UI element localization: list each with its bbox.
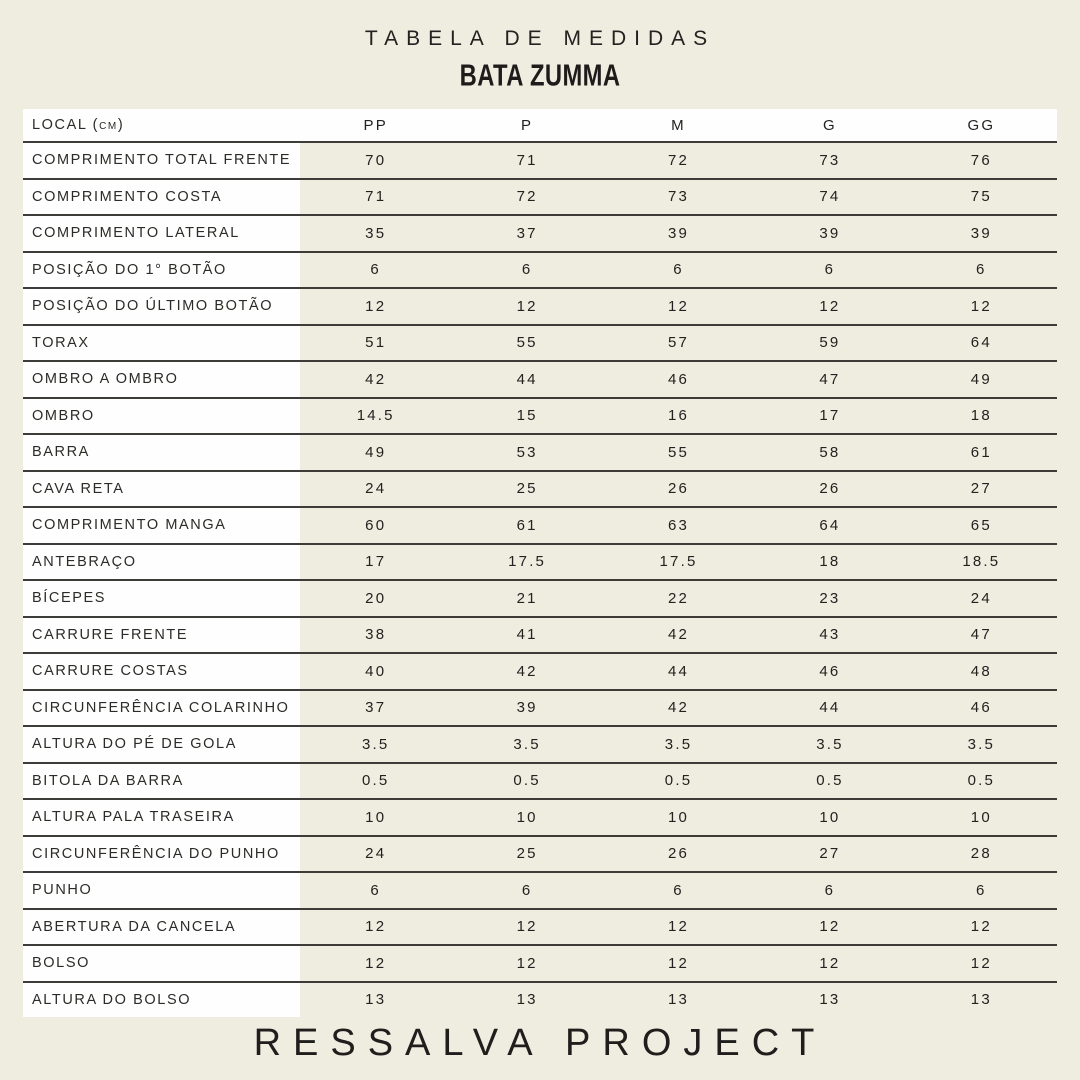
measurement-value: 10 xyxy=(819,808,841,826)
row-label: CAVA RETA xyxy=(23,472,300,507)
measurement-value: 48 xyxy=(970,662,992,680)
measurement-value: 6 xyxy=(521,261,533,279)
measurement-value: 6 xyxy=(673,261,684,279)
table-row xyxy=(23,545,1057,582)
measurement-value: 13 xyxy=(970,991,992,1009)
measurement-value: 12 xyxy=(365,954,387,972)
measurement-value: 64 xyxy=(819,516,841,534)
measurement-value: 12 xyxy=(667,954,690,972)
measurement-value: 26 xyxy=(667,845,690,863)
row-label: BOLSO xyxy=(23,946,300,981)
local-column-header: LOCAL (cm) xyxy=(32,117,125,133)
measurement-value: 38 xyxy=(365,626,387,644)
row-label: CIRCUNFERÊNCIA DO PUNHO xyxy=(23,837,300,872)
row-label: CARRURE COSTAS xyxy=(23,654,300,689)
size-column-header: P xyxy=(521,116,534,134)
table-row xyxy=(23,472,1057,509)
table-row xyxy=(23,910,1057,947)
measurement-value: 61 xyxy=(516,516,538,534)
measurement-value: 24 xyxy=(970,589,992,607)
measurement-value: 12 xyxy=(819,918,841,936)
table-row xyxy=(23,143,1057,180)
table-row xyxy=(23,727,1057,764)
size-column-header: M xyxy=(671,116,686,134)
measurement-value: 55 xyxy=(516,334,538,352)
measurement-value: 6 xyxy=(521,881,533,899)
measurement-value: 12 xyxy=(970,297,992,315)
row-label: COMPRIMENTO COSTA xyxy=(23,180,300,215)
measurement-value: 26 xyxy=(667,480,690,498)
measurement-value: 71 xyxy=(365,188,387,206)
measurement-value: 18 xyxy=(970,407,992,425)
measurement-value: 6 xyxy=(976,261,987,279)
measurement-value: 17 xyxy=(819,407,841,425)
measurement-value: 76 xyxy=(970,151,992,169)
measurement-value: 3.5 xyxy=(967,735,996,753)
measurement-value: 13 xyxy=(667,991,690,1009)
measurement-value: 49 xyxy=(365,443,387,461)
measurement-value: 20 xyxy=(365,589,387,607)
measurement-value: 15 xyxy=(516,407,538,425)
row-label: ALTURA PALA TRASEIRA xyxy=(23,800,300,835)
row-label: PUNHO xyxy=(23,873,300,908)
measurement-value: 3.5 xyxy=(816,735,844,753)
measurement-value: 39 xyxy=(667,224,690,242)
measurement-value: 40 xyxy=(365,662,387,680)
measurement-value: 12 xyxy=(516,918,538,936)
table-row xyxy=(23,508,1057,545)
measurement-value: 46 xyxy=(970,699,992,717)
measurement-table xyxy=(23,109,1057,1017)
table-row xyxy=(23,180,1057,217)
table-row xyxy=(23,435,1057,472)
measurement-value: 37 xyxy=(365,699,387,717)
measurement-value: 0.5 xyxy=(513,772,541,790)
measurement-value: 12 xyxy=(516,297,538,315)
measurement-value: 25 xyxy=(516,480,538,498)
measurement-value: 10 xyxy=(970,808,992,826)
measurement-value: 57 xyxy=(667,334,690,352)
measurement-value: 6 xyxy=(370,881,381,899)
row-label: COMPRIMENTO TOTAL FRENTE xyxy=(23,143,300,178)
measurement-value: 23 xyxy=(819,589,841,607)
measurement-value: 61 xyxy=(970,443,992,461)
size-column-header: GG xyxy=(967,116,996,134)
measurement-value: 0.5 xyxy=(816,772,844,790)
measurement-value: 3.5 xyxy=(664,735,693,753)
measurement-value: 42 xyxy=(516,662,538,680)
page-header xyxy=(0,0,1080,93)
measurement-value: 12 xyxy=(667,918,690,936)
row-label: BÍCEPES xyxy=(23,581,300,616)
table-row xyxy=(23,399,1057,436)
measurement-value: 39 xyxy=(970,224,992,242)
measurement-value: 12 xyxy=(970,918,992,936)
measurement-value: 13 xyxy=(365,991,387,1009)
table-header-row xyxy=(23,109,1057,143)
table-body xyxy=(23,143,1057,1017)
measurement-value: 65 xyxy=(970,516,992,534)
measurement-value: 63 xyxy=(667,516,690,534)
measurement-value: 42 xyxy=(667,699,690,717)
measurement-value: 12 xyxy=(365,297,387,315)
page-title: TABELA DE MEDIDAS xyxy=(364,27,716,50)
measurement-value: 0.5 xyxy=(967,772,996,790)
product-name xyxy=(0,60,1080,93)
measurement-value: 46 xyxy=(667,370,690,388)
brand-footer-text: RESSALVA PROJECT xyxy=(253,1022,827,1064)
measurement-value: 73 xyxy=(819,151,841,169)
measurement-value: 17.5 xyxy=(659,553,698,571)
measurement-value: 74 xyxy=(819,188,841,206)
measurement-value: 39 xyxy=(819,224,841,242)
measurement-value: 12 xyxy=(667,297,690,315)
table-row xyxy=(23,691,1057,728)
row-label: COMPRIMENTO LATERAL xyxy=(23,216,300,251)
row-label: ALTURA DO PÉ DE GOLA xyxy=(23,727,300,762)
measurement-value: 72 xyxy=(667,151,690,169)
measurement-value: 43 xyxy=(819,626,841,644)
table-row xyxy=(23,800,1057,837)
row-label: ABERTURA DA CANCELA xyxy=(23,910,300,945)
measurement-value: 6 xyxy=(976,881,987,899)
measurement-value: 64 xyxy=(970,334,992,352)
measurement-value: 70 xyxy=(365,151,387,169)
measurement-value: 13 xyxy=(516,991,538,1009)
table-row xyxy=(23,618,1057,655)
measurement-value: 17 xyxy=(365,553,387,571)
row-label: ANTEBRAÇO xyxy=(23,545,300,580)
table-row xyxy=(23,289,1057,326)
measurement-value: 51 xyxy=(365,334,387,352)
row-label: COMPRIMENTO MANGA xyxy=(23,508,300,543)
measurement-value: 14.5 xyxy=(356,407,395,425)
measurement-value: 3.5 xyxy=(361,735,390,753)
measurement-value: 47 xyxy=(970,626,992,644)
measurement-value: 71 xyxy=(516,151,538,169)
row-label: POSIÇÃO DO ÚLTIMO BOTÃO xyxy=(23,289,300,324)
table-row xyxy=(23,581,1057,618)
measurement-value: 24 xyxy=(365,480,387,498)
measurement-value: 53 xyxy=(516,443,538,461)
size-column-header: G xyxy=(822,116,837,134)
measurement-value: 12 xyxy=(365,918,387,936)
measurement-value: 3.5 xyxy=(513,735,541,753)
measurement-value: 18.5 xyxy=(962,553,1001,571)
measurement-value: 10 xyxy=(365,808,387,826)
measurement-value: 17.5 xyxy=(508,553,547,571)
measurement-value: 49 xyxy=(970,370,992,388)
measurement-value: 75 xyxy=(970,188,992,206)
measurement-value: 12 xyxy=(970,954,992,972)
table-row xyxy=(23,837,1057,874)
measurement-value: 37 xyxy=(516,224,538,242)
measurement-value: 55 xyxy=(667,443,690,461)
measurement-value: 73 xyxy=(667,188,690,206)
table-row xyxy=(23,764,1057,801)
row-label: TORAX xyxy=(23,326,300,361)
row-label: BARRA xyxy=(23,435,300,470)
measurement-value: 26 xyxy=(819,480,841,498)
table-row xyxy=(23,654,1057,691)
table-row xyxy=(23,362,1057,399)
row-label: ALTURA DO BOLSO xyxy=(23,983,300,1018)
table-row xyxy=(23,983,1057,1018)
measurement-value: 47 xyxy=(819,370,841,388)
measurement-value: 46 xyxy=(819,662,841,680)
row-label: OMBRO A OMBRO xyxy=(23,362,300,397)
measurement-value: 44 xyxy=(819,699,841,717)
measurement-value: 24 xyxy=(365,845,387,863)
measurement-value: 59 xyxy=(819,334,841,352)
row-label: POSIÇÃO DO 1° BOTÃO xyxy=(23,253,300,288)
measurement-value: 0.5 xyxy=(664,772,693,790)
measurement-value: 18 xyxy=(819,553,841,571)
measurement-value: 58 xyxy=(819,443,841,461)
table-row xyxy=(23,873,1057,910)
size-column-header: PP xyxy=(363,116,388,134)
measurement-value: 12 xyxy=(516,954,538,972)
measurement-value: 6 xyxy=(673,881,684,899)
measurement-value: 44 xyxy=(516,370,538,388)
measurement-value: 6 xyxy=(824,881,836,899)
measurement-value: 39 xyxy=(516,699,538,717)
measurement-value: 6 xyxy=(370,261,381,279)
measurement-value: 72 xyxy=(516,188,538,206)
measurement-value: 42 xyxy=(667,626,690,644)
table-row xyxy=(23,946,1057,983)
measurement-value: 13 xyxy=(819,991,841,1009)
measurement-value: 12 xyxy=(819,954,841,972)
row-label: BITOLA DA BARRA xyxy=(23,764,300,799)
measurement-value: 60 xyxy=(365,516,387,534)
measurement-value: 44 xyxy=(667,662,690,680)
measurement-value: 16 xyxy=(667,407,690,425)
measurement-value: 42 xyxy=(365,370,387,388)
measurement-value: 41 xyxy=(516,626,538,644)
row-label: CIRCUNFERÊNCIA COLARINHO xyxy=(23,691,300,726)
measurement-value: 35 xyxy=(365,224,387,242)
measurement-value: 12 xyxy=(819,297,841,315)
measurement-value: 0.5 xyxy=(361,772,390,790)
measurement-value: 27 xyxy=(819,845,841,863)
table-row xyxy=(23,326,1057,363)
row-label: CARRURE FRENTE xyxy=(23,618,300,653)
measurement-value: 21 xyxy=(516,589,538,607)
measurement-value: 28 xyxy=(970,845,992,863)
product-name-text: BATA ZUMMA xyxy=(459,59,621,93)
row-label: OMBRO xyxy=(23,399,300,434)
measurement-value: 10 xyxy=(516,808,538,826)
table-row xyxy=(23,216,1057,253)
table-row xyxy=(23,253,1057,290)
measurement-value: 27 xyxy=(970,480,992,498)
measurement-value: 10 xyxy=(667,808,690,826)
measurement-value: 22 xyxy=(667,589,690,607)
measurement-value: 25 xyxy=(516,845,538,863)
measurement-value: 6 xyxy=(824,261,836,279)
